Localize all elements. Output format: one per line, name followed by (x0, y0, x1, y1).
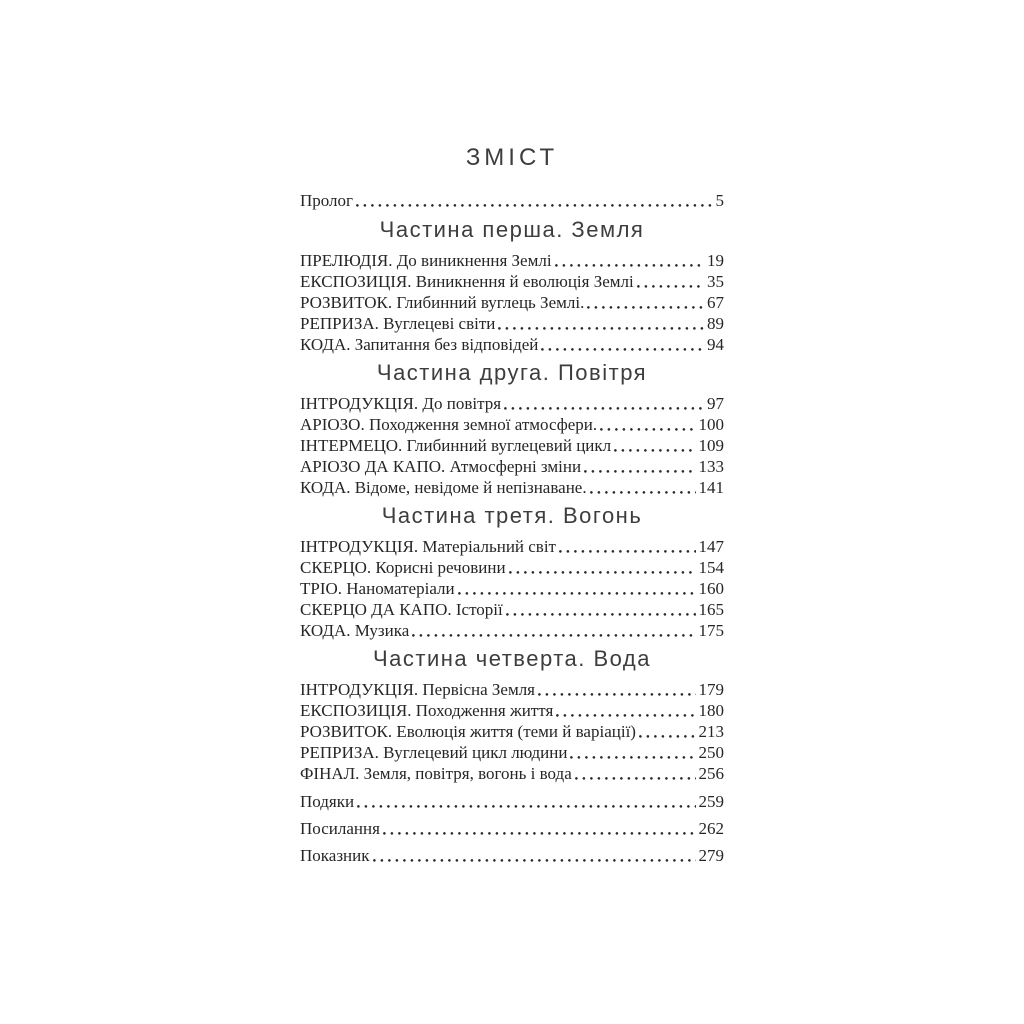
dot-leader (504, 406, 704, 410)
toc-entry (300, 456, 724, 477)
dot-leader (575, 776, 696, 780)
entry-label: ПРЕЛЮДІЯ. До виникнення Землі (300, 251, 552, 270)
toc-entry (300, 536, 724, 557)
entry-label: ІНТРОДУКЦІЯ. Первісна Земля (300, 680, 536, 699)
entry-page-number: 5 (715, 191, 724, 210)
entry-label: ТРІО. Наноматеріали (300, 579, 455, 598)
toc-front-matter (300, 190, 724, 211)
entry-label: СКЕРЦО ДА КАПО. Історії (300, 600, 503, 619)
entry-page-number: 141 (698, 478, 724, 497)
entry-label: ЕКСПОЗИЦІЯ. Виникнення й еволюція Землі (300, 272, 634, 291)
part-heading: Частина третя. Вогонь (381, 503, 643, 528)
entry-label: Показник (300, 846, 370, 865)
toc-entry (300, 763, 724, 784)
toc-parts (300, 215, 724, 784)
entry-page-number: 180 (698, 701, 724, 720)
toc-entry (300, 313, 724, 334)
entry-label: Подяки (300, 792, 355, 811)
toc-entry (300, 578, 724, 599)
entry-label: ЕКСПОЗИЦІЯ. Походження життя (300, 701, 554, 720)
entry-label: РОЗВИТОК. Еволюція життя (теми й варіації) (300, 722, 636, 741)
dot-leader (570, 755, 695, 759)
dot-leader (509, 570, 696, 574)
dot-leader (412, 633, 695, 637)
toc-entry (300, 599, 724, 620)
entry-page-number: 259 (698, 792, 724, 811)
toc-entry (300, 190, 724, 211)
entry-page-number: 160 (698, 579, 724, 598)
dot-leader (357, 804, 695, 808)
toc-entry (300, 557, 724, 578)
entry-page-number: 100 (698, 415, 724, 434)
dot-leader (587, 305, 704, 309)
dot-leader (458, 591, 696, 595)
toc-back-matter (300, 791, 724, 866)
toc-entry (300, 334, 724, 355)
entry-page-number: 94 (707, 335, 724, 354)
entry-label: АРІОЗО. Походження земної атмосфери. (300, 415, 598, 434)
entry-page-number: 165 (698, 600, 724, 619)
dot-leader (538, 692, 695, 696)
entry-page-number: 250 (698, 743, 724, 762)
toc-entry (300, 414, 724, 435)
entry-page-number: 175 (698, 621, 724, 640)
toc-entry (300, 845, 724, 866)
dot-leader (498, 326, 704, 330)
toc-entry (300, 250, 724, 271)
dot-leader (559, 549, 696, 553)
entry-label: ІНТРОДУКЦІЯ. Матеріальний світ (300, 537, 556, 556)
entry-label: РЕПРИЗА. Вуглецеві світи (300, 314, 496, 333)
entry-label: КОДА. Запитання без відповідей (300, 335, 539, 354)
toc-title: ЗМІСТ (465, 144, 559, 171)
dot-leader (383, 831, 696, 835)
entry-label: КОДА. Відоме, невідоме й непізнаване. (300, 478, 587, 497)
toc-entry (300, 818, 724, 839)
entry-label: РОЗВИТОК. Глибинний вуглець Землі. (300, 293, 585, 312)
entry-page-number: 262 (698, 819, 724, 838)
toc-entry (300, 435, 724, 456)
dot-leader (555, 263, 704, 267)
entry-page-number: 109 (698, 436, 724, 455)
entry-label: РЕПРИЗА. Вуглецевий цикл людини (300, 743, 568, 762)
toc-page (300, 0, 724, 866)
entry-page-number: 35 (707, 272, 724, 291)
dot-leader (373, 858, 696, 862)
entry-label: СКЕРЦО. Корисні речовини (300, 558, 506, 577)
toc-entry (300, 679, 724, 700)
dot-leader (556, 713, 695, 717)
entry-label: КОДА. Музика (300, 621, 410, 640)
dot-leader (356, 203, 712, 207)
entry-page-number: 147 (698, 537, 724, 556)
toc-entry (300, 620, 724, 641)
dot-leader (584, 469, 695, 473)
entry-page-number: 89 (707, 314, 724, 333)
entry-label: ФІНАЛ. Земля, повітря, вогонь і вода (300, 764, 572, 783)
entry-page-number: 279 (698, 846, 724, 865)
toc-entry (300, 477, 724, 498)
toc-entry (300, 393, 724, 414)
entry-label: ІНТЕРМЕЦО. Глибинний вуглецевий цикл (300, 436, 612, 455)
dot-leader (637, 284, 704, 288)
entry-page-number: 213 (698, 722, 724, 741)
entry-page-number: 97 (707, 394, 724, 413)
part-heading: Частина четверта. Вода (372, 646, 652, 671)
toc-entry (300, 721, 724, 742)
dot-leader (600, 427, 695, 431)
toc-entry (300, 742, 724, 763)
entry-page-number: 133 (698, 457, 724, 476)
dot-leader (590, 490, 696, 494)
toc-entry (300, 271, 724, 292)
entry-label: АРІОЗО ДА КАПО. Атмосферні зміни (300, 457, 582, 476)
entry-page-number: 154 (698, 558, 724, 577)
dot-leader (639, 734, 696, 738)
entry-label: Посилання (300, 819, 380, 838)
part-heading: Частина перша. Земля (379, 217, 645, 242)
toc-entry (300, 791, 724, 812)
entry-label: ІНТРОДУКЦІЯ. До повітря (300, 394, 502, 413)
toc-entry (300, 700, 724, 721)
dot-leader (614, 448, 695, 452)
entry-page-number: 67 (707, 293, 724, 312)
dot-leader (506, 612, 696, 616)
dot-leader (541, 347, 704, 351)
entry-page-number: 179 (698, 680, 724, 699)
entry-page-number: 256 (698, 764, 724, 783)
part-heading: Частина друга. Повітря (376, 360, 648, 385)
entry-page-number: 19 (707, 251, 724, 270)
toc-entry (300, 292, 724, 313)
entry-label: Пролог (300, 191, 354, 210)
